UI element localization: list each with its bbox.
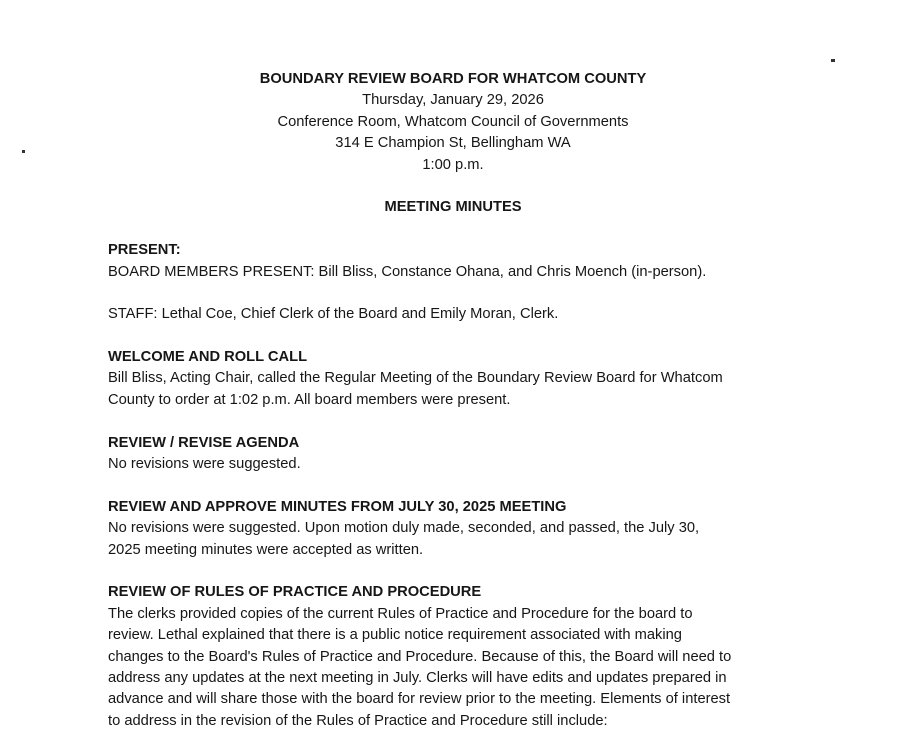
document-sections [108,219,798,732]
section-heading: WELCOME AND ROLL CALL [108,349,308,366]
section-heading: REVIEW OF RULES OF PRACTICE AND PROCEDURE [108,584,482,601]
body-line: advance and will share those with the board for review prior to the meeting. Elements of interest [108,691,731,708]
header-line: 1:00 p.m. [422,156,484,173]
body-line: County to order at 1:02 p.m. All board members were present. [108,391,511,408]
header-line: Conference Room, Whatcom Council of Governments [277,113,629,130]
body-line: The clerks provided copies of the current Rules of Practice and Procedure for the board to [108,605,693,622]
body-line: Bill Bliss, Acting Chair, called the Regular Meeting of the Boundary Review Board for Whatcom [108,370,723,387]
body-line: address any updates at the next meeting in July. Clerks will have edits and updates prepared in [108,669,727,686]
body-line: 2025 meeting minutes were accepted as written. [108,541,424,558]
blank-line [108,411,798,432]
body-line: review. Lethal explained that there is a public notice requirement associated with making [108,627,682,644]
section-heading: REVIEW / REVISE AGENDA [108,434,300,451]
body-line: STAFF: Lethal Coe, Chief Clerk of the Board and Emily Moran, Clerk. [108,306,559,323]
blank-line [108,475,798,496]
blank-line [108,176,798,197]
document-header-lines [108,90,798,176]
stray-mark-top-right [831,59,835,62]
header-line: Thursday, January 29, 2026 [362,92,544,109]
stray-mark-left [22,150,25,153]
body-line: BOARD MEMBERS PRESENT: Bill Bliss, Constance Ohana, and Chris Moench (in-person). [108,263,707,280]
document-header [108,69,798,176]
blank-line [108,561,798,582]
header-line: 314 E Champion St, Bellingham WA [335,135,571,152]
blank-line [108,219,798,240]
body-line: changes to the Board's Rules of Practice and Procedure. Because of this, the Board will need to [108,648,732,665]
section-heading: REVIEW AND APPROVE MINUTES FROM JULY 30, 2025 MEETING [108,498,567,515]
body-line: No revisions were suggested. [108,456,301,473]
body-line: to address in the revision of the Rules of Practice and Procedure still include: [108,712,608,729]
body-line: No revisions were suggested. Upon motion duly made, seconded, and passed, the July 30, [108,520,700,537]
blank-line [108,283,798,304]
blank-line [108,326,798,347]
document-subtitle: MEETING MINUTES [384,199,522,216]
document-title: BOUNDARY REVIEW BOARD FOR WHATCOM COUNTY [259,71,647,87]
section-heading: PRESENT: [108,242,181,259]
meeting-minutes-document [108,69,798,732]
